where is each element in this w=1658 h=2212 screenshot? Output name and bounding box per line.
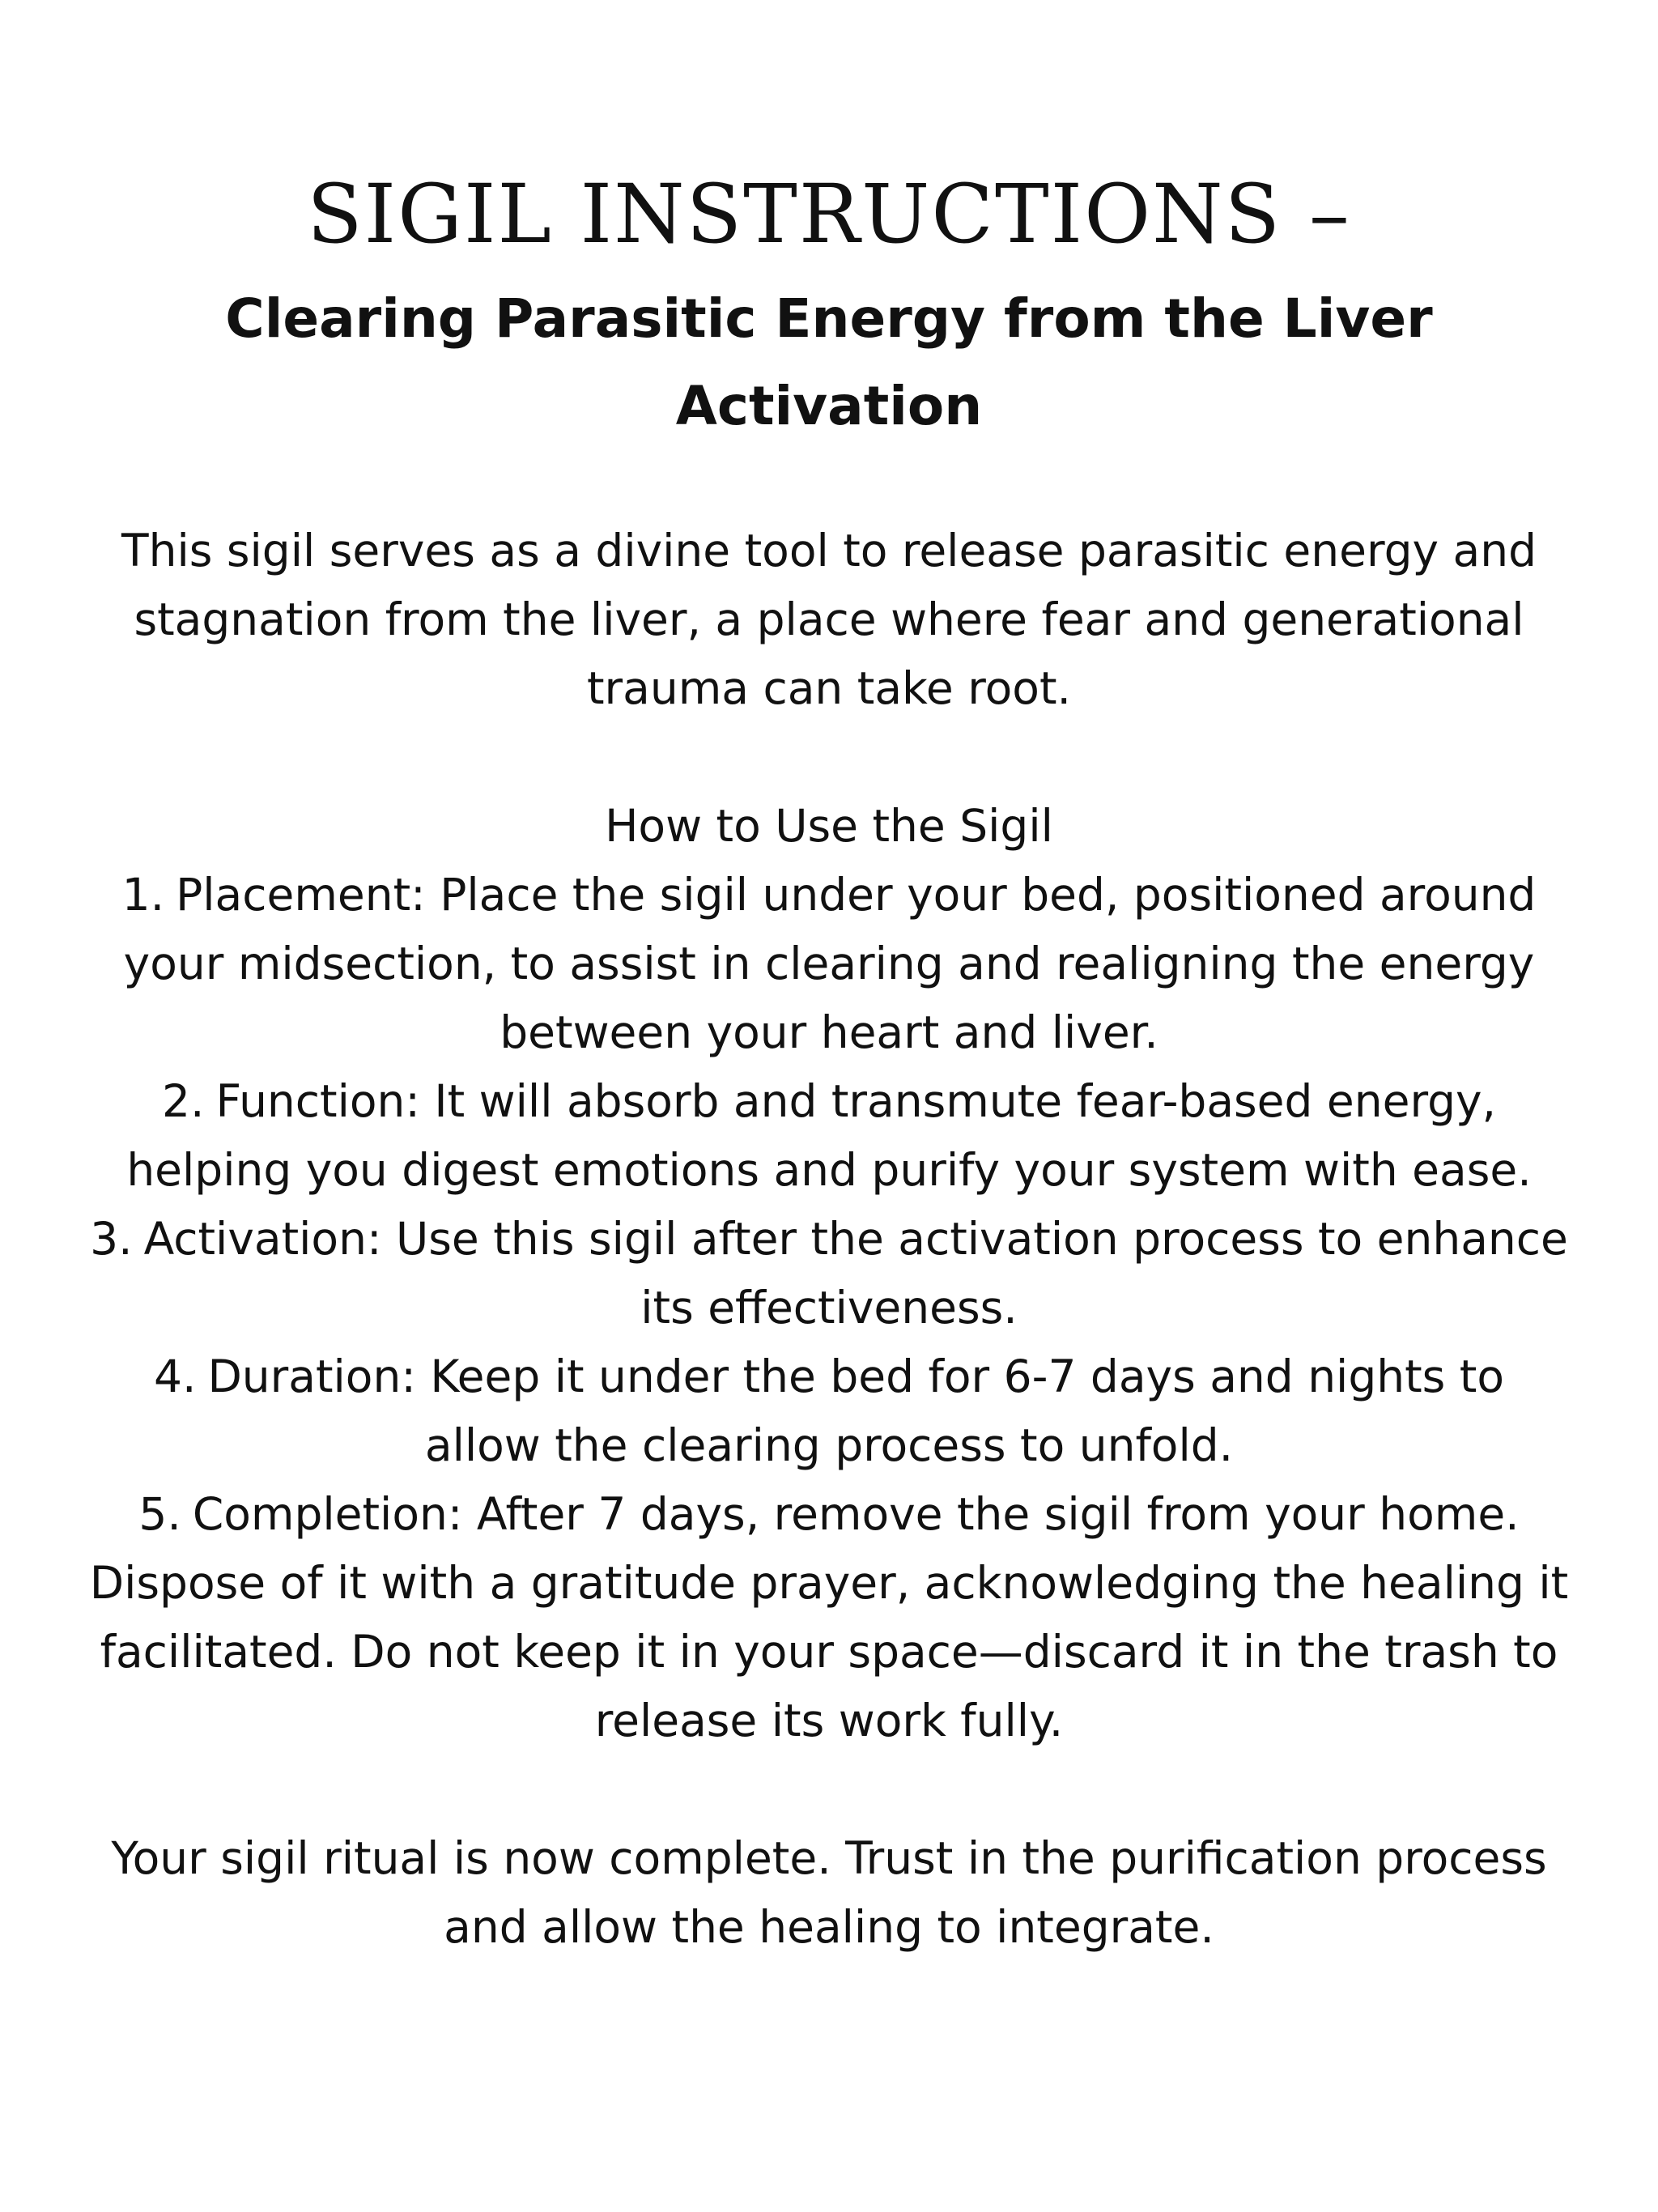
step-text: Function: It will absorb and transmute fear-based energy, helping you digest emotions and purify your system with ease. [126, 1075, 1532, 1196]
step-text: Completion: After 7 days, remove the sigil from your home. Dispose of it with a gratitude prayer, acknowledging the healing it facilitated. Do not keep it in your space—discard it in the trash to release its work fully. [89, 1488, 1569, 1746]
step-text: Duration: Keep it under the bed for 6-7 days and nights to allow the clearing process to unfold. [207, 1351, 1505, 1471]
step-number: 4. [153, 1351, 197, 1402]
intro-paragraph: This sigil serves as a divine tool to release parasitic energy and stagnation from the liver, a place where fear and generational trauma can take root. [121, 525, 1537, 714]
closing-paragraph: Your sigil ritual is now complete. Trust in the purification process and allow the healing to integrate. [111, 1832, 1547, 1953]
step-text: Placement: Place the sigil under your bed, positioned around your midsection, to assist in clearing and realigning the energy between your heart and liver. [123, 869, 1537, 1058]
list-item [89, 861, 1569, 1067]
how-to-heading: How to Use the Sigil [605, 800, 1053, 852]
step-number: 3. [90, 1213, 133, 1265]
list-item [89, 1205, 1569, 1342]
list-item [89, 1342, 1569, 1480]
page-title: SIGIL INSTRUCTIONS – [307, 167, 1351, 262]
page-subtitle: Clearing Parasitic Energy from the Liver Activation [225, 287, 1433, 437]
step-number: 1. [121, 869, 165, 921]
list-item [89, 1480, 1569, 1755]
steps-list [89, 861, 1569, 1755]
step-number: 5. [138, 1488, 181, 1540]
list-item [89, 1067, 1569, 1205]
step-text: Activation: Use this sigil after the activation process to enhance its effectiveness. [143, 1213, 1568, 1334]
step-number: 2. [161, 1075, 205, 1127]
